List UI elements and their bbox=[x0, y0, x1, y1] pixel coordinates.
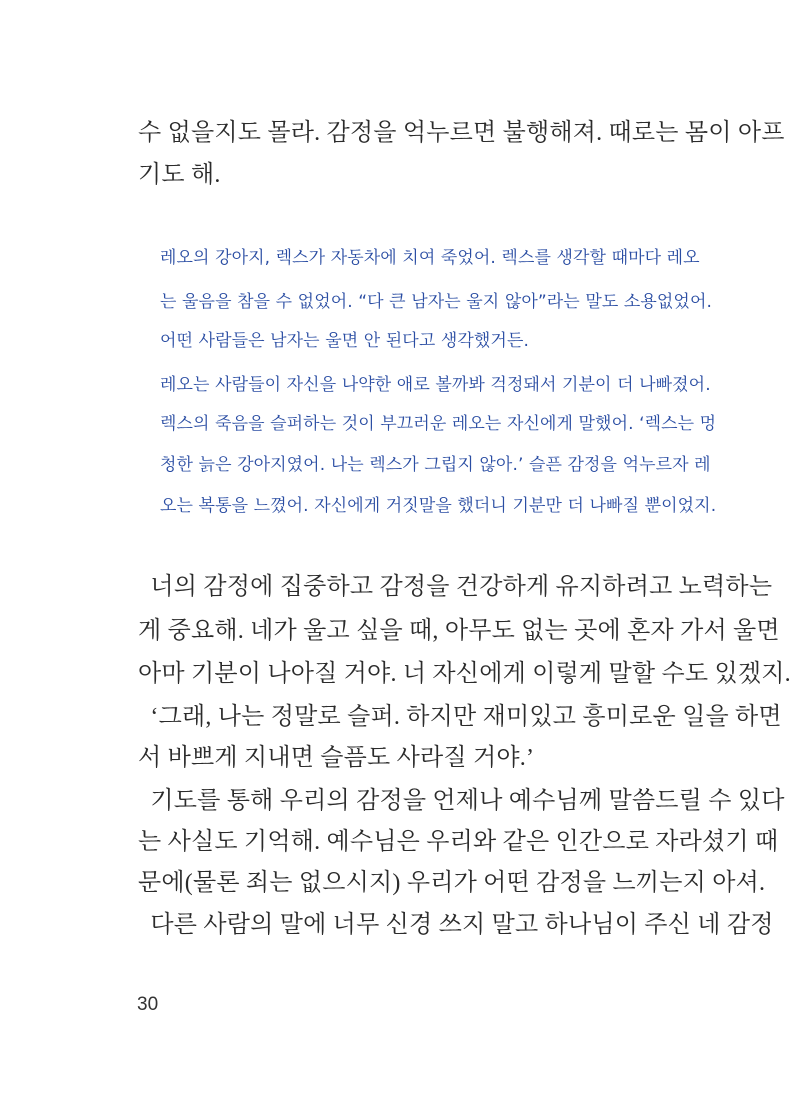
body-text-line: 기도를 통해 우리의 감정을 언제나 예수님께 말씀드릴 수 있다 bbox=[138, 788, 785, 814]
body-text-line: 문에(물론 죄는 없으시지) 우리가 어떤 감정을 느끼는지 아셔. bbox=[138, 870, 766, 896]
body-text-line: 게 중요해. 네가 울고 싶을 때, 아무도 없는 곳에 혼자 가서 울면 bbox=[138, 618, 780, 644]
story-text-line: 오는 복통을 느꼈어. 자신에게 거짓말을 했더니 기분만 더 나빠질 뿐이었지. bbox=[160, 496, 717, 516]
body-text-line: 너의 감정에 집중하고 감정을 건강하게 유지하려고 노력하는 bbox=[138, 574, 773, 600]
story-text-line: 레오는 사람들이 자신을 나약한 애로 볼까봐 걱정돼서 기분이 더 나빠졌어. bbox=[160, 375, 711, 395]
story-text-line: 는 울음을 참을 수 없었어. “다 큰 남자는 울지 않아”라는 말도 소용없었어. bbox=[160, 292, 712, 312]
body-text-line: ‘그래, 나는 정말로 슬퍼. 하지만 재미있고 흥미로운 일을 하면 bbox=[138, 704, 782, 730]
story-text-line: 레오의 강아지, 렉스가 자동차에 치여 죽었어. 렉스를 생각할 때마다 레오 bbox=[160, 248, 700, 268]
story-text-line: 어떤 사람들은 남자는 울면 안 된다고 생각했거든. bbox=[160, 331, 529, 351]
story-text-line: 청한 늙은 강아지였어. 나는 렉스가 그립지 않아.’ 슬픈 감정을 억누르자 레 bbox=[160, 455, 711, 475]
body-text-line: 다른 사람의 말에 너무 신경 쓰지 말고 하나님이 주신 네 감정 bbox=[138, 912, 774, 938]
body-text-line: 기도 해. bbox=[138, 162, 221, 188]
story-text-line: 렉스의 죽음을 슬퍼하는 것이 부끄러운 레오는 자신에게 말했어. ‘렉스는 멍 bbox=[160, 414, 717, 434]
body-text-line: 수 없을지도 몰라. 감정을 억누르면 불행해져. 때로는 몸이 아프 bbox=[138, 120, 785, 146]
body-text-line: 는 사실도 기억해. 예수님은 우리와 같은 인간으로 자라셨기 때 bbox=[138, 829, 779, 855]
page-number: 30 bbox=[137, 994, 159, 1015]
body-text-line: 서 바쁘게 지내면 슬픔도 사라질 거야.’ bbox=[138, 745, 535, 771]
body-text-line: 아마 기분이 나아질 거야. 너 자신에게 이렇게 말할 수도 있겠지. bbox=[138, 661, 791, 687]
